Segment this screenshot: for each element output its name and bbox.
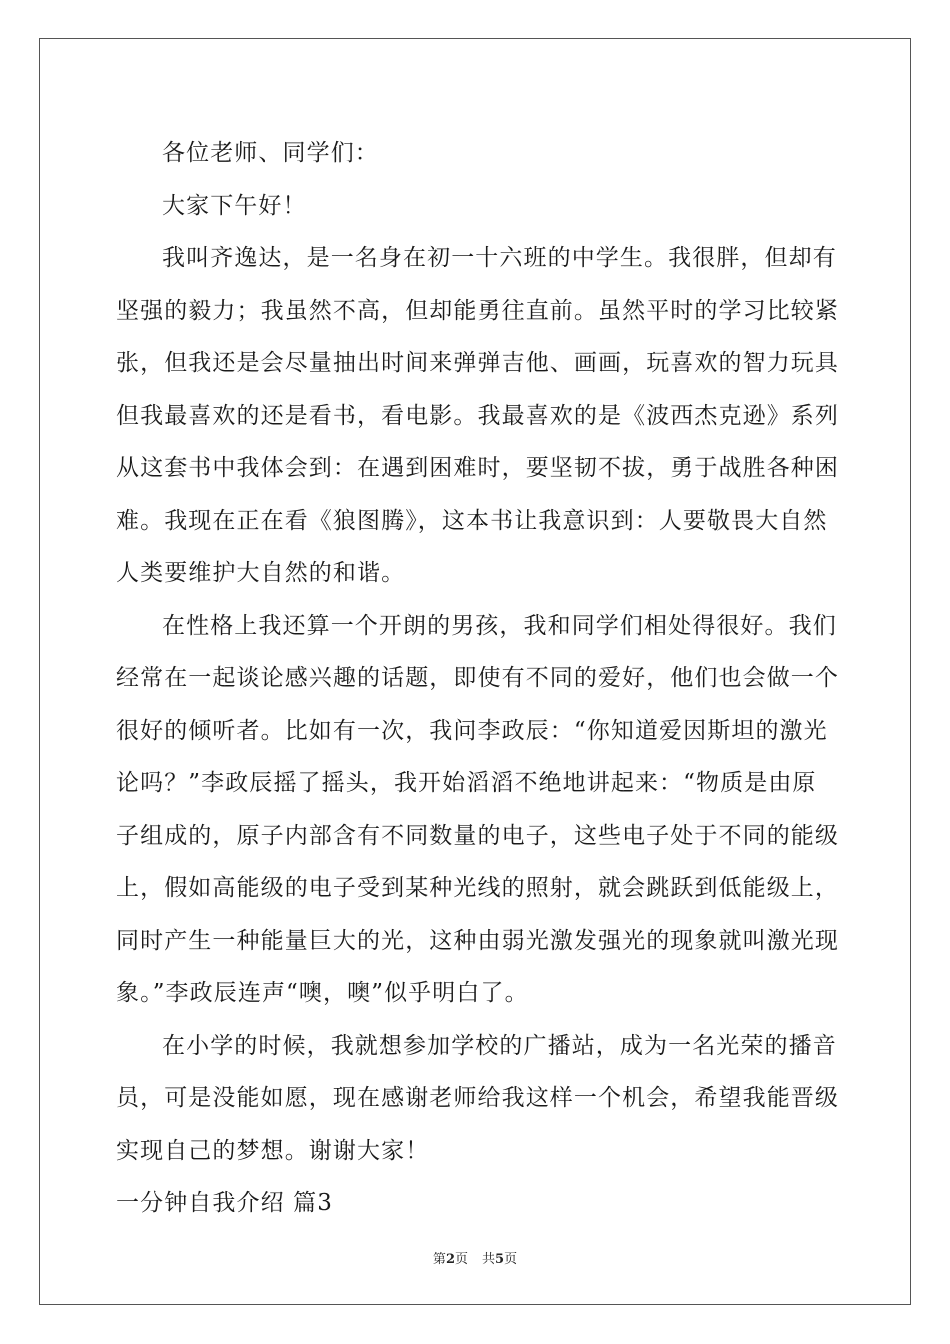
- paragraph-1-line-4: 但我最喜欢的还是看书，看电影。我最喜欢的是《波西杰克逊》系列: [116, 402, 839, 429]
- paragraph-1-line-5: 从这套书中我体会到：在遇到困难时，要坚韧不拔，勇于战胜各种困: [116, 455, 839, 481]
- paragraph-1-line-1: 我叫齐逸达，是一名身在初一十六班的中学生。我很胖，但却有: [162, 245, 837, 271]
- paragraph-1-line-2: 坚强的毅力；我虽然不高，但却能勇往直前。虽然平时的学习比较紧: [116, 297, 839, 324]
- paragraph-2-line-7: 同时产生一种能量巨大的光，这种由弱光激发强光的现象就叫激光现: [116, 927, 839, 954]
- footer-page-prefix: 第: [432, 1252, 446, 1267]
- paragraph-2-line-8: 象。”李政辰连声“噢，噢”似乎明白了。: [116, 980, 529, 1006]
- page-footer: [0, 1248, 950, 1267]
- footer-total-suffix: 页: [504, 1252, 518, 1267]
- paragraph-2-line-1: 在性格上我还算一个开朗的男孩，我和同学们相处得很好。我们: [162, 612, 837, 639]
- paragraph-3-line-3: 实现自己的梦想。谢谢大家！: [116, 1137, 430, 1164]
- paragraph-3-line-2: 员，可是没能如愿，现在感谢老师给我这样一个机会，希望我能晋级: [116, 1085, 839, 1111]
- footer-total-prefix: 共: [482, 1252, 496, 1267]
- paragraph-2-line-5: 子组成的，原子内部含有不同数量的电子，这些电子处于不同的能级: [116, 822, 839, 849]
- document-body: [116, 127, 839, 1230]
- section-heading: 一分钟自我介绍 篇3: [116, 1190, 333, 1216]
- footer-total-pages: 5: [495, 1252, 505, 1267]
- paragraph-2-line-3: 很好的倾听者。比如有一次，我问李政辰：“你知道爱因斯坦的激光: [116, 717, 828, 744]
- paragraph-2-line-6: 上，假如高能级的电子受到某种光线的照射，就会跳跃到低能级上，: [116, 875, 839, 901]
- greeting-line: 大家下午好！: [162, 192, 307, 219]
- salutation-line: 各位老师、同学们：: [162, 140, 379, 166]
- paragraph-1-line-7: 人类要维护大自然的和谐。: [116, 560, 406, 586]
- paragraph-2-line-2: 经常在一起谈论感兴趣的话题，即使有不同的爱好，他们也会做一个: [116, 665, 839, 691]
- paragraph-2-line-4: 论吗？”李政辰摇了摇头，我开始滔滔不绝地讲起来：“物质是由原: [116, 770, 817, 796]
- paragraph-1-line-6: 难。我现在正在看《狼图腾》，这本书让我意识到：人要敬畏大自然: [116, 507, 828, 534]
- paragraph-3-line-1: 在小学的时候，我就想参加学校的广播站，成为一名光荣的播音: [162, 1032, 837, 1059]
- footer-page-suffix: 页: [454, 1252, 468, 1267]
- paragraph-1-line-3: 张，但我还是会尽量抽出时间来弹弹吉他、画画，玩喜欢的智力玩具: [116, 350, 839, 376]
- footer-page-number: 2: [445, 1252, 455, 1267]
